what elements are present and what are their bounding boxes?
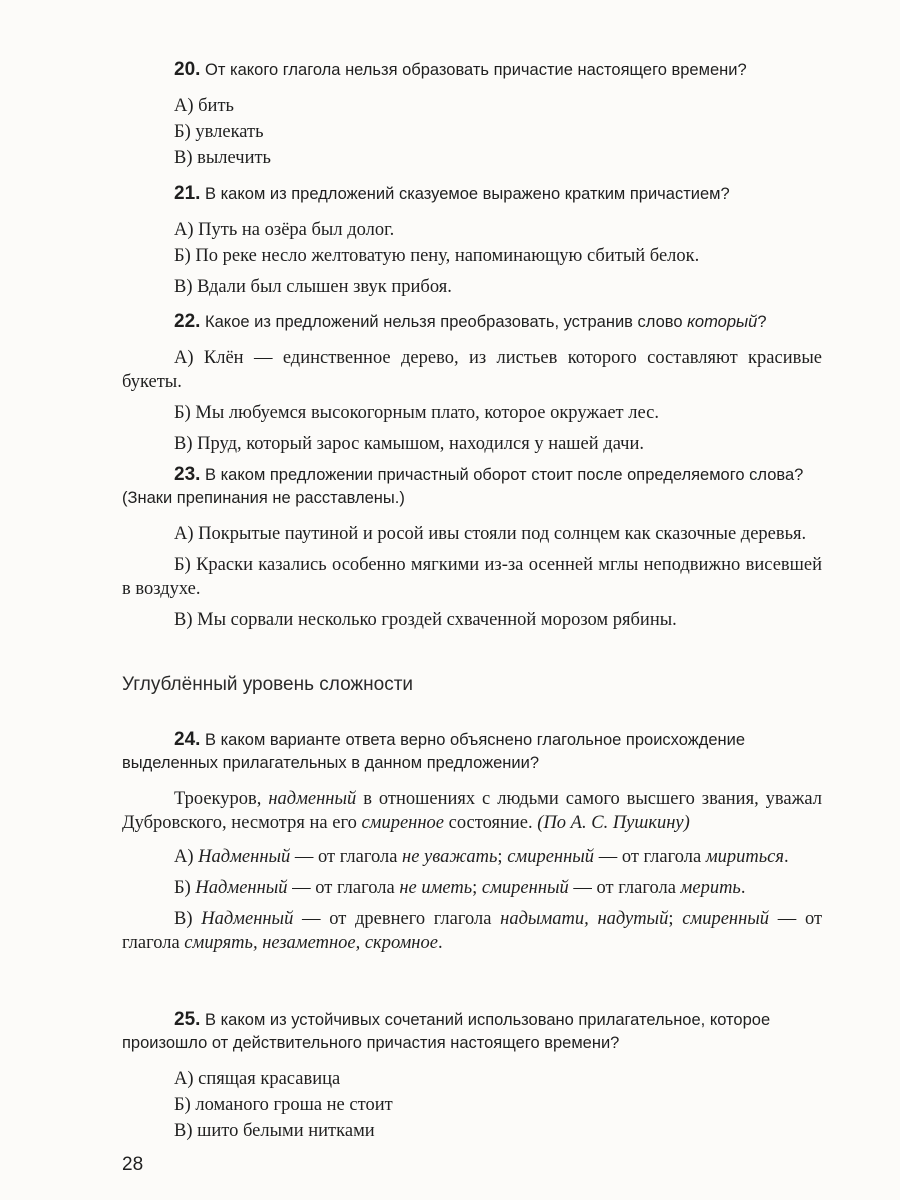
italic-text: Надменный [195, 878, 288, 898]
italic-text: надменный [268, 789, 357, 809]
answer-option [122, 608, 822, 632]
question-21 [122, 182, 822, 301]
text-segment: . [740, 878, 746, 898]
question-text [122, 182, 822, 206]
question-20 [122, 58, 822, 172]
italic-text: смиренный [682, 909, 770, 929]
text-segment: В) Пруд, который зарос камышом, находился у нашей дачи. [174, 434, 645, 454]
text-segment: В) вылечить [174, 148, 271, 168]
answer-option [122, 218, 822, 242]
question-23 [122, 463, 822, 639]
italic-text: Надменный [201, 909, 294, 929]
text-segment: В каком предложении причастный оборот стоит после определяемого слова? (Знаки препинания не расставлены.) [122, 466, 804, 507]
text-segment: — от глагола [287, 878, 400, 898]
question-number: 23. [174, 464, 201, 485]
text-segment: Б) [174, 878, 196, 898]
italic-text: смирять, незаметное, скромное [184, 933, 438, 953]
answer-option [122, 401, 822, 425]
italic-text: мерить [680, 878, 741, 898]
italic-text: смиренный [481, 878, 569, 898]
text-segment: А) бить [174, 96, 234, 116]
text-segment: В каком из устойчивых сочетаний использовано прилагательное, которое произошло от действительного причастия настоящего времени? [122, 1011, 771, 1052]
answer-option [122, 244, 822, 268]
italic-text: который [687, 313, 758, 331]
text-segment: А) Путь на озёра был долог. [174, 220, 395, 240]
text-segment: ; [497, 847, 508, 867]
quote-sentence [122, 787, 822, 835]
question-text [122, 728, 822, 775]
italic-text: не уважать [402, 847, 498, 867]
text-segment: А) Покрытые паутиной и росой ивы стояли под солнцем как сказочные деревья. [174, 524, 807, 544]
answer-option [122, 146, 822, 170]
answer-option [122, 432, 822, 456]
question-number: 22. [174, 311, 201, 332]
text-segment: В) [174, 909, 202, 929]
question-number: 20. [174, 59, 201, 80]
text-segment: Б) увлекать [174, 122, 264, 142]
italic-text: смиренное [361, 813, 444, 833]
text-segment: В) шито белыми нитками [174, 1121, 375, 1141]
text-segment: Б) Мы любуемся высокогорным плато, которое окружает лес. [174, 403, 659, 423]
answer-option [122, 907, 822, 955]
italic-text: Надменный [198, 847, 291, 867]
question-25 [122, 1008, 822, 1145]
text-segment: ? [757, 313, 767, 331]
answer-option [122, 1067, 822, 1091]
question-number: 21. [174, 183, 201, 204]
text-segment: В каком из предложений сказуемое выражено кратким причастием? [205, 185, 730, 203]
text-segment: А) Клён — единственное дерево, из листьев которого составляют красивые букеты. [122, 348, 822, 392]
italic-text: не иметь [399, 878, 473, 898]
text-segment: В) Вдали был слышен звук прибоя. [174, 277, 452, 297]
question-22 [122, 310, 822, 463]
italic-text: смиренный [507, 847, 595, 867]
text-segment: Б) ломаного гроша не стоит [174, 1095, 393, 1115]
text-segment: . [783, 847, 789, 867]
text-segment: — от глагола [568, 878, 681, 898]
text-segment: Какое из предложений нельзя преобразовать, устранив слово [205, 313, 688, 331]
text-segment: Троекуров, [174, 789, 269, 809]
answer-option [122, 275, 822, 299]
answer-option [122, 522, 822, 546]
question-24 [122, 728, 822, 962]
italic-text: надымати, надутый [500, 909, 669, 929]
text-segment: А) [174, 847, 199, 867]
answer-option [122, 1119, 822, 1143]
text-segment: Б) Краски казались особенно мягкими из-за осенней мглы неподвижно висевшей в воздухе. [122, 555, 822, 599]
text-segment: А) спящая красавица [174, 1069, 341, 1089]
text-segment: — от глагола [594, 847, 706, 867]
text-segment: . [437, 933, 443, 953]
answer-option [122, 346, 822, 394]
answer-option [122, 553, 822, 601]
italic-text: (По А. С. Пушкину) [537, 813, 690, 833]
text-segment: — от древнего глагола [293, 909, 501, 929]
question-number: 24. [174, 729, 201, 750]
answer-option [122, 1093, 822, 1117]
text-segment: — от глагола [290, 847, 403, 867]
text-segment: состояние. [444, 813, 538, 833]
question-text [122, 1008, 822, 1055]
section-heading: Углублённый уровень сложности [122, 674, 414, 695]
answer-option [122, 94, 822, 118]
text-segment: — от глагола [122, 909, 823, 953]
text-segment: ; [472, 878, 482, 898]
italic-text: мириться [705, 847, 784, 867]
text-segment: в отношениях с людьми самого высшего звания, уважал Дубровского, несмотря на его [122, 789, 822, 833]
question-text [122, 58, 822, 82]
text-segment: В каком варианте ответа верно объяснено глагольное происхождение выделенных прилагательных в данном предложении? [122, 731, 746, 772]
answer-option [122, 876, 822, 900]
text-segment: ; [668, 909, 683, 929]
text-segment: От какого глагола нельзя образовать причастие настоящего времени? [205, 61, 747, 79]
text-segment: В) Мы сорвали несколько гроздей схваченной морозом рябины. [174, 610, 677, 630]
answer-option [122, 845, 822, 869]
question-text [122, 310, 822, 334]
question-number: 25. [174, 1009, 201, 1030]
question-text [122, 463, 822, 510]
answer-option [122, 120, 822, 144]
text-segment: Б) По реке несло желтоватую пену, напоминающую сбитый белок. [174, 246, 700, 266]
page-number: 28 [122, 1154, 144, 1175]
